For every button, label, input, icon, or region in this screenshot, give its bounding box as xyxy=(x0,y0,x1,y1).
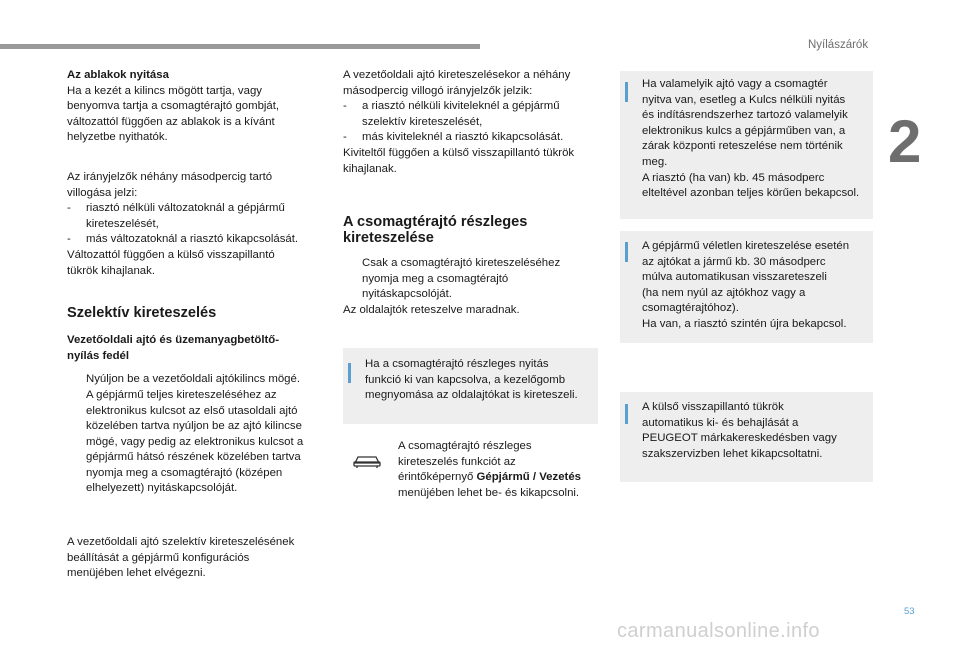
text-line: Kiviteltől függően a külső visszapillantó tükrök xyxy=(343,146,575,159)
text-line: Nyúljon be a vezetőoldali ajtókilincs mögé. xyxy=(86,373,301,386)
text-line: villogása jelzi: xyxy=(67,186,138,199)
text-line: közelében tartva nyúljon be az ajtó kilincse xyxy=(86,420,302,433)
bullet-dash: - xyxy=(67,233,71,246)
text-line: Az oldalajtók reteszelve maradnak. xyxy=(343,303,520,316)
text-line: A vezetőoldali ajtó szelektív kireteszelésének xyxy=(67,536,295,549)
info-note-middle xyxy=(343,348,598,424)
step-item xyxy=(343,256,599,303)
list-item xyxy=(343,130,599,146)
windows-heading: Az ablakok nyitása xyxy=(67,69,169,81)
page-number: 53 xyxy=(904,606,915,617)
text-line: elteltével azonban teljes körűen bekapcsol. xyxy=(642,187,860,200)
subheading xyxy=(67,333,319,364)
bullet-dash: - xyxy=(67,202,71,215)
text-line: riasztó nélküli változatoknál a gépjármű xyxy=(86,202,285,215)
note-text xyxy=(642,77,859,202)
top-rule xyxy=(0,44,480,49)
text-line: a riasztó nélküli kiviteleknél a gépjármű xyxy=(362,100,560,113)
menu-path: Gépjármű / Vezetés xyxy=(476,471,581,484)
note-text xyxy=(365,357,578,404)
text-line: kireteszelése xyxy=(343,230,434,247)
step-item xyxy=(67,388,319,497)
text-line: elektronikus kulcsot az első utasoldali ajtó xyxy=(86,404,298,417)
text-line: A vezetőoldali ajtó kireteszelésekor a néhány xyxy=(343,69,571,81)
text-line: az ajtókat a jármű kb. 30 másodperc xyxy=(642,255,826,268)
text-line: beállítását a gépjármű konfigurációs xyxy=(67,551,250,564)
text-line: A riasztó (ha van) kb. 45 másodperc xyxy=(642,171,825,184)
text-line: Vezetőoldali ajtó és üzemanyagbetöltő- xyxy=(67,334,280,347)
text-line xyxy=(398,470,598,486)
info-icon xyxy=(625,82,628,102)
info-note-3 xyxy=(620,392,873,482)
text-line: szelektív kireteszelését, xyxy=(362,115,483,128)
text-line: szakszervizben lehet kikapcsoltatni. xyxy=(642,447,823,460)
text-line: nyitva van, esetleg a Kulcs nélküli nyitás xyxy=(642,93,846,106)
windows-paragraph xyxy=(67,84,319,146)
text-line: kireteszelését, xyxy=(86,217,159,230)
config-paragraph xyxy=(67,535,319,582)
text-line: változattól függően az ablakok is a kívánt xyxy=(67,115,275,128)
text-line: funkció ki van kapcsolva, a kezelőgomb xyxy=(365,373,566,386)
text-line: Ha valamelyik ajtó vagy a csomagtér xyxy=(642,78,828,90)
text-line: más kiviteleknél a riasztó kikapcsolását. xyxy=(362,131,564,144)
section-title-partial xyxy=(343,214,599,246)
text-line: Az irányjelzők néhány másodpercig tartó xyxy=(67,170,273,183)
text-line: tükrök kihajlanak. xyxy=(67,264,156,277)
touchscreen-paragraph xyxy=(398,439,598,501)
watermark-text: carmanualsonline.info xyxy=(617,620,820,642)
text-line: múlva automatikusan visszareteszeli xyxy=(642,271,827,284)
text-line: Ha a kezét a kilincs mögött tartja, vagy xyxy=(67,84,262,97)
info-note-2 xyxy=(620,231,873,343)
text-span: érintőképernyő xyxy=(398,471,477,484)
text-line: más változatoknál a riasztó kikapcsolását. xyxy=(86,233,299,246)
text-line: A külső visszapillantó tükrök xyxy=(642,401,784,413)
text-line: menüjében lehet be- és kikapcsolni. xyxy=(398,486,580,499)
text-line: nyitáskapcsolóját. xyxy=(362,288,452,301)
text-line: A gépjármű véletlen kireteszelése esetén xyxy=(642,240,850,252)
text-line: csomagtérajtóhoz). xyxy=(642,302,739,315)
text-line: automatikus ki- és behajlását a xyxy=(642,416,799,429)
text-line: menüjében lehet elvégezni. xyxy=(67,567,206,580)
note-text xyxy=(642,400,837,462)
text-line: benyomva tartja a csomagtérajtó gombját, xyxy=(67,100,280,113)
page-header-title: Nyílászárók xyxy=(808,39,869,51)
text-line: mögé, vagy pedig az elektronikus kulcsot a xyxy=(86,435,304,448)
text-line: kireteszelés funkciót az xyxy=(398,455,516,468)
text-line: helyzetbe nyithatók. xyxy=(67,131,168,144)
bullet-dash: - xyxy=(343,100,347,113)
text-line: Ha van, a riasztó szintén újra bekapcsol. xyxy=(642,317,847,330)
text-line: nyomja meg a csomagtérajtó xyxy=(362,272,509,285)
arrow-bullet-icon xyxy=(67,372,86,388)
text-line: Ha a csomagtérajtó részleges nyitás xyxy=(365,358,549,370)
arrow-bullet-icon xyxy=(343,256,362,303)
info-icon xyxy=(625,242,628,262)
text-line: (ha nem nyúl az ajtókhoz vagy a xyxy=(642,286,806,299)
text-line: PEUGEOT márkakereskedésben vagy xyxy=(642,432,837,445)
note-text xyxy=(642,239,849,333)
indicators-paragraph xyxy=(67,170,319,279)
chapter-number: 2 xyxy=(888,108,922,175)
text-line: elhelyezett) nyitáskapcsolóját. xyxy=(86,482,238,495)
text-line: Csak a csomagtérajtó kireteszeléséhez xyxy=(362,257,561,270)
text-line: nyílás fedél xyxy=(67,349,130,362)
text-line: meg. xyxy=(642,155,668,168)
text-line: A csomagtérajtó részleges xyxy=(343,214,528,231)
car-icon xyxy=(352,453,382,469)
text-line: és indításrendszerhez tartozó valamelyik xyxy=(642,109,848,122)
text-line: megnyomása az oldalajtókat is kireteszeli. xyxy=(365,389,578,402)
text-line: A gépjármű teljes kireteszeléséhez az xyxy=(86,388,277,401)
text-line: elektronikus kulcs a gépjárműben van, a xyxy=(642,124,846,137)
list-item xyxy=(343,99,599,130)
text-line: kihajlanak. xyxy=(343,162,397,175)
column-left xyxy=(67,68,319,582)
bullet-dash: - xyxy=(343,131,347,144)
info-note-1 xyxy=(620,71,873,219)
text-line: Változattól függően a külső visszapillantó xyxy=(67,248,275,261)
text-line: gépjármű hátsó részének közelében tartva xyxy=(86,451,301,464)
text-line: másodpercig villogó irányjelzők jelzik: xyxy=(343,84,533,97)
list-item xyxy=(67,232,319,248)
text-line: A csomagtérajtó részleges xyxy=(398,440,532,452)
list-item xyxy=(67,201,319,232)
step-item xyxy=(67,372,319,388)
text-line: zárak központi reteszelése nem történik xyxy=(642,140,843,153)
text-line: nyomja meg a csomagtérajtó (középen xyxy=(86,466,283,479)
column-middle xyxy=(343,68,599,319)
info-icon xyxy=(348,363,351,383)
arrow-bullet-icon xyxy=(67,388,86,497)
section-title-selective: Szelektív kireteszelés xyxy=(67,305,217,322)
info-icon xyxy=(625,404,628,424)
